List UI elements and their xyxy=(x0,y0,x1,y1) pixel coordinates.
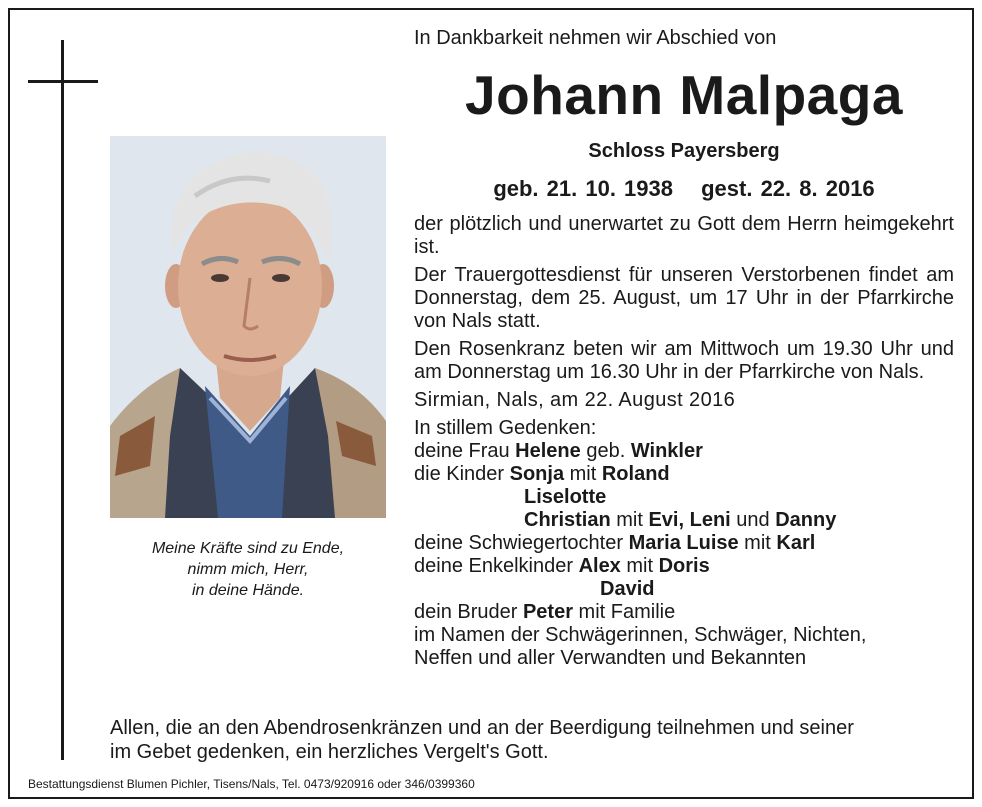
quote-line: Meine Kräfte sind zu Ende, xyxy=(151,540,345,557)
closing-text xyxy=(110,716,960,764)
family-line-child: Liselotte xyxy=(524,486,607,508)
paragraph-rosary: Den Rosenkranz beten wir am Mittwoch um 19.30 Uhr und am Donnerstag um 16.30 Uhr in der Pfarrkirche von Nals. xyxy=(414,338,954,383)
life-dates xyxy=(414,175,954,203)
memory-heading: In stillem Gedenken: xyxy=(414,417,597,439)
quote-line: in deine Hände. xyxy=(191,582,305,599)
closing-line: im Gebet gedenken, ein herzliches Vergelt's Gott. xyxy=(110,741,549,763)
birth-date: geb. 21. 10. 1938 xyxy=(493,176,673,201)
closing-line: Allen, die an den Abendrosenkränzen und an der Beerdigung teilnehmen und seiner xyxy=(110,717,854,739)
family-line-child: Christian mit Evi, Leni und Danny xyxy=(524,509,837,531)
cross-icon xyxy=(61,40,64,760)
deceased-name: Johann Malpaga xyxy=(465,64,903,126)
family-line-brother: dein Bruder Peter mit Familie xyxy=(414,601,676,623)
funeral-home-footer: Bestattungsdienst Blumen Pichler, Tisens/Nals, Tel. 0473/920916 oder 346/0399360 xyxy=(28,777,475,791)
residence: Schloss Payersberg xyxy=(588,140,780,162)
family-line-grandchild: David xyxy=(600,578,655,600)
portrait-photo xyxy=(110,136,386,518)
cross-icon-bar xyxy=(28,80,98,83)
dateline: Sirmian, Nals, am 22. August 2016 xyxy=(414,389,736,411)
paragraph-funeral: Der Trauergottesdienst für unseren Verstorbenen findet am Donnerstag, dem 25. August, um 17 Uhr in der Pfarrkirche von Nals statt. xyxy=(414,264,954,332)
family-line-daughter-in-law: deine Schwiegertochter Maria Luise mit Karl xyxy=(414,532,816,554)
quote-line: nimm mich, Herr, xyxy=(187,561,309,578)
death-date: gest. 22. 8. 2016 xyxy=(701,176,875,201)
family-line-grandchildren: deine Enkelkinder Alex mit Doris xyxy=(414,555,710,577)
family-line-relatives: Neffen und aller Verwandten und Bekannten xyxy=(414,647,807,669)
paragraph-passing: der plötzlich und unerwartet zu Gott dem Herrn heimgekehrt ist. xyxy=(414,213,954,258)
family-line-relatives: im Namen der Schwägerinnen, Schwäger, Nichten, xyxy=(414,624,867,646)
family-line-wife: deine Frau Helene geb. Winkler xyxy=(414,440,703,462)
quote xyxy=(110,538,386,601)
notice-body xyxy=(414,213,954,670)
intro-text: In Dankbarkeit nehmen wir Abschied von xyxy=(414,27,777,49)
family-line-children: die Kinder Sonja mit Roland xyxy=(414,463,670,485)
